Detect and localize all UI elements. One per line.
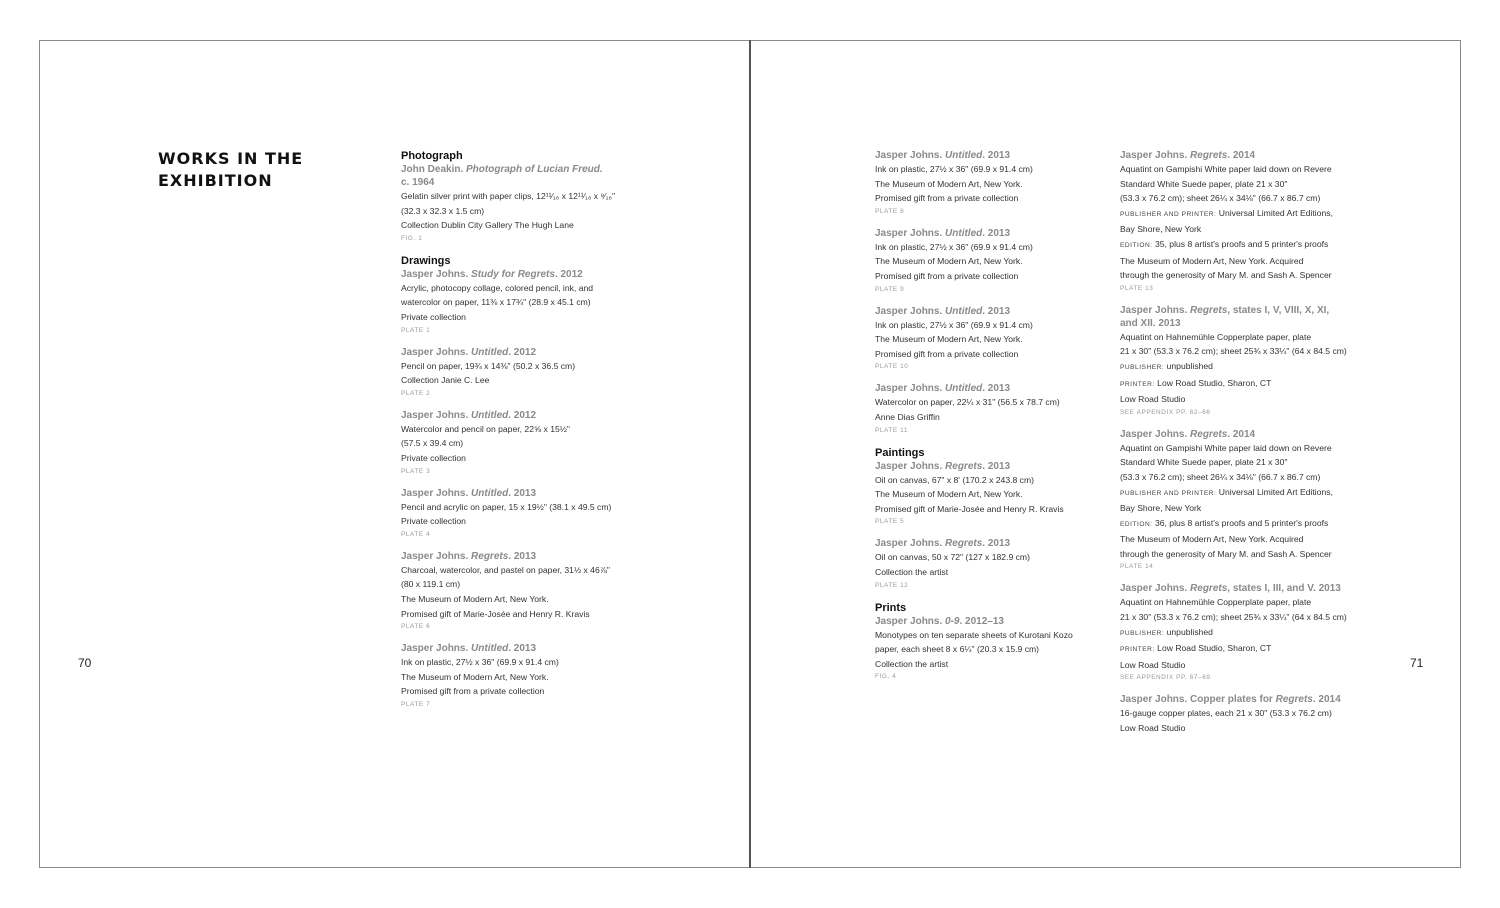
work-detail-line: Promised gift from a private collection bbox=[875, 270, 1019, 281]
work-title-artist: Jasper Johns. bbox=[1120, 304, 1191, 316]
plate-reference: SEE APPENDIX PP. 62–66 bbox=[1120, 408, 1211, 416]
detail-label: PRINTER: bbox=[1120, 380, 1155, 388]
work-detail-line: Low Road Studio bbox=[1120, 394, 1186, 405]
work-detail-line: The Museum of Modern Art, New York. bbox=[875, 256, 1023, 267]
work-detail-line: 21 x 30" (53.3 x 76.2 cm); sheet 25¾ x 33¼" (64 x 84.5 cm) bbox=[1120, 346, 1347, 357]
work-title-name: Regrets bbox=[471, 550, 509, 562]
work-detail-line: watercolor on paper, 11⅜ x 17¾" (28.9 x 45.1 cm) bbox=[401, 297, 591, 308]
work-detail-line: Private collection bbox=[401, 516, 466, 527]
work-detail-line: Low Road Studio bbox=[1120, 723, 1186, 734]
work-title bbox=[401, 642, 631, 655]
work-title-name: Untitled bbox=[471, 409, 509, 421]
work-title-artist: Jasper Johns. Copper plates for bbox=[1120, 694, 1276, 706]
left-page bbox=[39, 40, 750, 868]
plate-reference: PLATE 4 bbox=[401, 530, 431, 538]
work-detail-line: The Museum of Modern Art, New York. bbox=[401, 671, 549, 682]
work-detail-line: Acrylic, photocopy collage, colored pencil, ink, and bbox=[401, 282, 594, 293]
section-photograph bbox=[401, 149, 631, 245]
work-detail-line: Aquatint on Gampishi White paper laid down on Revere bbox=[1120, 164, 1332, 174]
work-detail-line: Aquatint on Hahnemühle Copperplate paper, plate bbox=[1120, 331, 1312, 342]
work-title-name: Untitled bbox=[471, 487, 509, 499]
work-detail-line bbox=[1120, 516, 1360, 533]
work-detail-line: through the generosity of Mary M. and Sash A. Spencer bbox=[1120, 270, 1332, 281]
work-title-name: Regrets bbox=[1190, 583, 1228, 595]
work-detail-line: Collection Dublin City Gallery The Hugh Lane bbox=[401, 220, 574, 231]
work-detail-line: Ink on plastic, 27½ x 36" (69.9 x 91.4 cm) bbox=[875, 319, 1033, 330]
detail-label: PUBLISHER AND PRINTER: bbox=[1120, 489, 1217, 497]
work-detail-line: Watercolor and pencil on paper, 22⅝ x 15½" bbox=[401, 423, 570, 434]
work-title-artist: Jasper Johns. bbox=[1120, 583, 1191, 595]
work-entry bbox=[401, 550, 631, 633]
work-title-date: . 2013 bbox=[982, 460, 1011, 472]
work-title-artist: Jasper Johns. bbox=[875, 538, 946, 550]
work-detail-line: 16-gauge copper plates, each 21 x 30" (53.3 x 76.2 cm) bbox=[1120, 708, 1332, 719]
work-detail-line: Ink on plastic, 27½ x 36" (69.9 x 91.4 cm) bbox=[875, 164, 1033, 174]
work-detail-line: Pencil on paper, 19¾ x 14⅜" (50.2 x 36.5 cm) bbox=[401, 360, 576, 371]
work-title-artist: Jasper Johns. bbox=[401, 268, 472, 280]
work-title-artist: Jasper Johns. bbox=[401, 409, 472, 421]
work-title-date: . 2013 bbox=[982, 538, 1011, 550]
work-title-date: , states I, III, and V. 2013 bbox=[1227, 583, 1341, 595]
work-detail-line: Collection Janie C. Lee bbox=[401, 375, 490, 386]
page-number-right: 71 bbox=[1410, 656, 1424, 670]
work-title bbox=[1120, 428, 1360, 441]
book-gutter bbox=[749, 40, 751, 868]
work-title bbox=[1120, 304, 1360, 317]
work-title-date: . 2013 bbox=[982, 383, 1011, 395]
work-detail-line: Private collection bbox=[401, 311, 466, 322]
work-detail-line: Anne Dias Griffin bbox=[875, 411, 940, 422]
work-detail-line: The Museum of Modern Art, New York. Acquired bbox=[1120, 255, 1304, 266]
work-detail-line: The Museum of Modern Art, New York. Acquired bbox=[1120, 534, 1304, 545]
work-detail-line: Gelatin silver print with paper clips, 12¹¹⁄₁₆ x 12¹¹⁄₁₆ x ⁹⁄₁₆" bbox=[401, 191, 616, 201]
works-column-3 bbox=[1120, 149, 1360, 745]
works-column-2 bbox=[875, 149, 1105, 692]
work-entry bbox=[401, 487, 631, 541]
work-title bbox=[1120, 149, 1360, 162]
work-title-name: Regrets bbox=[1275, 694, 1313, 706]
work-title-date: . 2013 bbox=[508, 487, 537, 499]
work-title-artist: Jasper Johns. bbox=[875, 383, 946, 395]
detail-label: PUBLISHER AND PRINTER: bbox=[1120, 210, 1217, 218]
work-title bbox=[401, 487, 631, 500]
work-title bbox=[875, 382, 1105, 395]
detail-label: PRINTER: bbox=[1120, 646, 1155, 654]
work-entry bbox=[1120, 428, 1360, 574]
work-detail-line: Private collection bbox=[401, 452, 466, 463]
work-title bbox=[875, 537, 1105, 550]
work-title-date: . 2012 bbox=[508, 409, 537, 421]
work-title-date: . 2013 bbox=[982, 305, 1011, 317]
work-detail-line: paper, each sheet 8 x 6¼" (20.3 x 15.9 cm) bbox=[875, 644, 1040, 655]
work-title-name: Regrets bbox=[945, 538, 983, 550]
work-entry bbox=[1120, 149, 1360, 295]
work-entry bbox=[875, 227, 1105, 296]
work-title-date: . 2013 bbox=[508, 550, 537, 562]
work-title bbox=[401, 163, 631, 176]
work-title-date: , states I, V, VIII, X, XI, bbox=[1227, 304, 1330, 316]
work-detail-line: Promised gift from a private collection bbox=[875, 193, 1019, 204]
plate-reference: PLATE 12 bbox=[875, 581, 909, 589]
work-title-name: Study for Regrets bbox=[471, 268, 555, 280]
work-title-cont: c. 1964 bbox=[401, 177, 435, 188]
work-detail-line: Aquatint on Gampishi White paper laid down on Revere bbox=[1120, 442, 1332, 453]
section-title: Photograph bbox=[401, 150, 463, 162]
work-title-date: . 2014 bbox=[1227, 150, 1256, 161]
work-detail-line: Standard White Suede paper, plate 21 x 30" bbox=[1120, 457, 1288, 468]
work-detail-line: Aquatint on Hahnemühle Copperplate paper, plate bbox=[1120, 597, 1312, 608]
work-detail-line: Promised gift of Marie-Josée and Henry R. Kravis bbox=[875, 503, 1064, 514]
work-detail-line bbox=[1120, 359, 1360, 376]
section-drawings bbox=[401, 254, 631, 711]
work-title-artist: John Deakin. bbox=[401, 164, 467, 175]
work-detail-line bbox=[1120, 237, 1360, 254]
work-detail-line: Promised gift of Marie-Josée and Henry R. Kravis bbox=[401, 608, 590, 619]
work-title-artist: Jasper Johns. bbox=[1120, 428, 1191, 440]
work-detail-line: Collection the artist bbox=[875, 658, 949, 669]
work-detail-line: (57.5 x 39.4 cm) bbox=[401, 438, 464, 449]
work-title-cont: and XII. 2013 bbox=[1120, 317, 1181, 329]
work-title bbox=[1120, 582, 1360, 595]
work-title bbox=[875, 305, 1105, 318]
work-title-date: . 2012–13 bbox=[959, 615, 1004, 627]
plate-reference: PLATE 3 bbox=[401, 467, 431, 475]
work-title-name: Regrets bbox=[1190, 150, 1228, 161]
work-detail-line: Low Road Studio bbox=[1120, 659, 1186, 670]
page-number-left: 70 bbox=[78, 656, 92, 670]
work-title-name: Regrets bbox=[945, 460, 983, 472]
detail-label: EDITION: bbox=[1120, 241, 1153, 249]
heading-line-2: EXHIBITION bbox=[158, 171, 273, 190]
work-entry bbox=[875, 149, 1105, 218]
work-detail-line bbox=[1120, 625, 1360, 642]
work-detail-line: The Museum of Modern Art, New York. bbox=[401, 593, 549, 604]
section-title: Drawings bbox=[401, 254, 451, 267]
section-continued bbox=[1120, 149, 1360, 736]
detail-value: 36, plus 8 artist's proofs and 5 printer's proofs bbox=[1152, 517, 1329, 528]
work-detail-line: Bay Shore, New York bbox=[1120, 503, 1202, 514]
work-title-date: . 2014 bbox=[1312, 694, 1341, 706]
work-title bbox=[1120, 693, 1360, 706]
work-entry bbox=[401, 346, 631, 400]
work-title bbox=[401, 346, 631, 359]
detail-value: Low Road Studio, Sharon, CT bbox=[1154, 643, 1272, 654]
section-title: Prints bbox=[875, 601, 907, 614]
work-detail-line: Bay Shore, New York bbox=[1120, 224, 1202, 235]
work-detail-line bbox=[1120, 206, 1360, 223]
plate-reference: SEE APPENDIX PP. 67–69 bbox=[1120, 674, 1211, 682]
work-entry bbox=[1120, 693, 1360, 735]
page-heading bbox=[158, 148, 303, 192]
work-title-name: Photograph of Lucian Freud. bbox=[466, 164, 603, 175]
work-detail-line: through the generosity of Mary M. and Sash A. Spencer bbox=[1120, 548, 1332, 559]
work-detail-line: Promised gift from a private collection bbox=[401, 686, 545, 697]
work-detail-line: Collection the artist bbox=[875, 566, 949, 577]
work-detail-line bbox=[1120, 376, 1360, 393]
detail-value: 35, plus 8 artist's proofs and 5 printer's proofs bbox=[1152, 238, 1329, 249]
work-entry bbox=[401, 163, 631, 245]
work-title-artist: Jasper Johns. bbox=[1120, 150, 1191, 161]
detail-label: PUBLISHER: bbox=[1120, 629, 1165, 637]
work-title-name: 0-9 bbox=[945, 615, 960, 627]
work-detail-line: Monotypes on ten separate sheets of Kurotani Kozo bbox=[875, 629, 1073, 640]
work-detail-line: Ink on plastic, 27½ x 36" (69.9 x 91.4 cm) bbox=[401, 657, 559, 668]
section-title: Paintings bbox=[875, 446, 925, 459]
work-detail-line: The Museum of Modern Art, New York. bbox=[875, 489, 1023, 500]
work-title-name: Untitled bbox=[945, 383, 983, 395]
detail-label: EDITION: bbox=[1120, 520, 1153, 528]
work-entry bbox=[401, 268, 631, 337]
work-detail-line: The Museum of Modern Art, New York. bbox=[875, 178, 1023, 189]
work-entry bbox=[875, 537, 1105, 591]
work-title bbox=[875, 227, 1105, 240]
plate-reference: PLATE 5 bbox=[875, 518, 905, 526]
work-title-date: . 2013 bbox=[982, 227, 1011, 239]
work-title-date: . 2013 bbox=[982, 150, 1011, 161]
work-title bbox=[401, 268, 631, 281]
plate-reference: PLATE 6 bbox=[401, 623, 431, 631]
work-title-name: Untitled bbox=[945, 305, 983, 317]
work-detail-line: (53.3 x 76.2 cm); sheet 26¼ x 34⅛" (66.7 x 86.7 cm) bbox=[1120, 193, 1321, 204]
work-title bbox=[875, 460, 1105, 473]
work-title-artist: Jasper Johns. bbox=[401, 487, 472, 499]
detail-value: Universal Limited Art Editions, bbox=[1216, 486, 1333, 497]
work-title-artist: Jasper Johns. bbox=[875, 460, 946, 472]
work-entry bbox=[401, 642, 631, 711]
plate-reference: PLATE 2 bbox=[401, 389, 431, 397]
detail-value: unpublished bbox=[1164, 626, 1213, 637]
plate-reference: FIG. 1 bbox=[401, 234, 423, 242]
plate-reference: PLATE 8 bbox=[875, 207, 905, 215]
work-detail-line: Pencil and acrylic on paper, 15 x 19½" (38.1 x 49.5 cm) bbox=[401, 501, 612, 512]
work-entry bbox=[401, 409, 631, 478]
work-title-name: Untitled bbox=[471, 346, 509, 358]
work-entry bbox=[875, 460, 1105, 529]
plate-reference: PLATE 10 bbox=[875, 363, 909, 371]
work-title-date: . 2013 bbox=[508, 643, 537, 655]
work-detail-line: Charcoal, watercolor, and pastel on paper, 31½ x 46⅞" bbox=[401, 564, 610, 575]
work-entry bbox=[1120, 304, 1360, 419]
work-title bbox=[401, 550, 631, 563]
plate-reference: PLATE 7 bbox=[401, 700, 431, 708]
work-entry bbox=[875, 382, 1105, 436]
detail-value: Universal Limited Art Editions, bbox=[1216, 207, 1333, 218]
work-detail-line bbox=[1120, 641, 1360, 658]
work-title-artist: Jasper Johns. bbox=[875, 150, 946, 161]
work-entry bbox=[1120, 582, 1360, 684]
section-prints bbox=[875, 601, 1105, 684]
work-title-date: . 2014 bbox=[1227, 428, 1256, 440]
work-title-name: Untitled bbox=[945, 227, 983, 239]
work-title-name: Regrets bbox=[1190, 304, 1228, 316]
work-title-artist: Jasper Johns. bbox=[401, 346, 472, 358]
detail-value: Low Road Studio, Sharon, CT bbox=[1154, 377, 1272, 388]
work-detail-line: 21 x 30" (53.3 x 76.2 cm); sheet 25¾ x 33¼" (64 x 84.5 cm) bbox=[1120, 612, 1347, 623]
work-title-name: Untitled bbox=[471, 643, 509, 655]
work-title-artist: Jasper Johns. bbox=[875, 305, 946, 317]
detail-value: unpublished bbox=[1164, 360, 1213, 371]
detail-label: PUBLISHER: bbox=[1120, 363, 1165, 371]
work-title-artist: Jasper Johns. bbox=[875, 227, 946, 239]
work-detail-line: Standard White Suede paper, plate 21 x 30" bbox=[1120, 178, 1288, 189]
work-entry bbox=[875, 305, 1105, 374]
work-title-date: . 2012 bbox=[554, 268, 583, 280]
plate-reference: PLATE 14 bbox=[1120, 563, 1154, 571]
work-detail-line: Oil on canvas, 67" x 8' (170.2 x 243.8 cm) bbox=[875, 474, 1034, 485]
work-detail-line: (32.3 x 32.3 x 1.5 cm) bbox=[401, 205, 485, 216]
section-continued bbox=[875, 149, 1105, 437]
plate-reference: PLATE 11 bbox=[875, 426, 908, 434]
work-title bbox=[875, 615, 1105, 628]
work-detail-line: Watercolor on paper, 22¼ x 31" (56.5 x 78.7 cm) bbox=[875, 397, 1060, 408]
plate-reference: PLATE 1 bbox=[401, 326, 431, 334]
work-title-name: Untitled bbox=[945, 150, 983, 161]
work-title-name: Regrets bbox=[1190, 428, 1228, 440]
work-title-date: . 2012 bbox=[508, 346, 537, 358]
work-detail-line: Ink on plastic, 27½ x 36" (69.9 x 91.4 cm) bbox=[875, 241, 1033, 252]
plate-reference: FIG. 4 bbox=[875, 673, 897, 681]
work-entry bbox=[875, 615, 1105, 684]
work-title-artist: Jasper Johns. bbox=[401, 550, 472, 562]
work-detail-line bbox=[1120, 485, 1360, 502]
heading-line-1: WORKS IN THE bbox=[158, 149, 304, 168]
work-detail-line: Promised gift from a private collection bbox=[875, 348, 1019, 359]
work-title-artist: Jasper Johns. bbox=[875, 615, 946, 627]
work-title bbox=[401, 409, 631, 422]
work-detail-line: The Museum of Modern Art, New York. bbox=[875, 334, 1023, 345]
plate-reference: PLATE 13 bbox=[1120, 284, 1154, 292]
section-paintings bbox=[875, 446, 1105, 592]
work-title-artist: Jasper Johns. bbox=[401, 643, 472, 655]
work-detail-line: (53.3 x 76.2 cm); sheet 26¼ x 34⅛" (66.7 x 86.7 cm) bbox=[1120, 471, 1321, 482]
work-detail-line: Oil on canvas, 50 x 72" (127 x 182.9 cm) bbox=[875, 552, 1030, 563]
work-detail-line: (80 x 119.1 cm) bbox=[401, 579, 461, 590]
works-column-1 bbox=[401, 149, 631, 720]
work-title bbox=[875, 149, 1105, 162]
plate-reference: PLATE 9 bbox=[875, 285, 905, 293]
